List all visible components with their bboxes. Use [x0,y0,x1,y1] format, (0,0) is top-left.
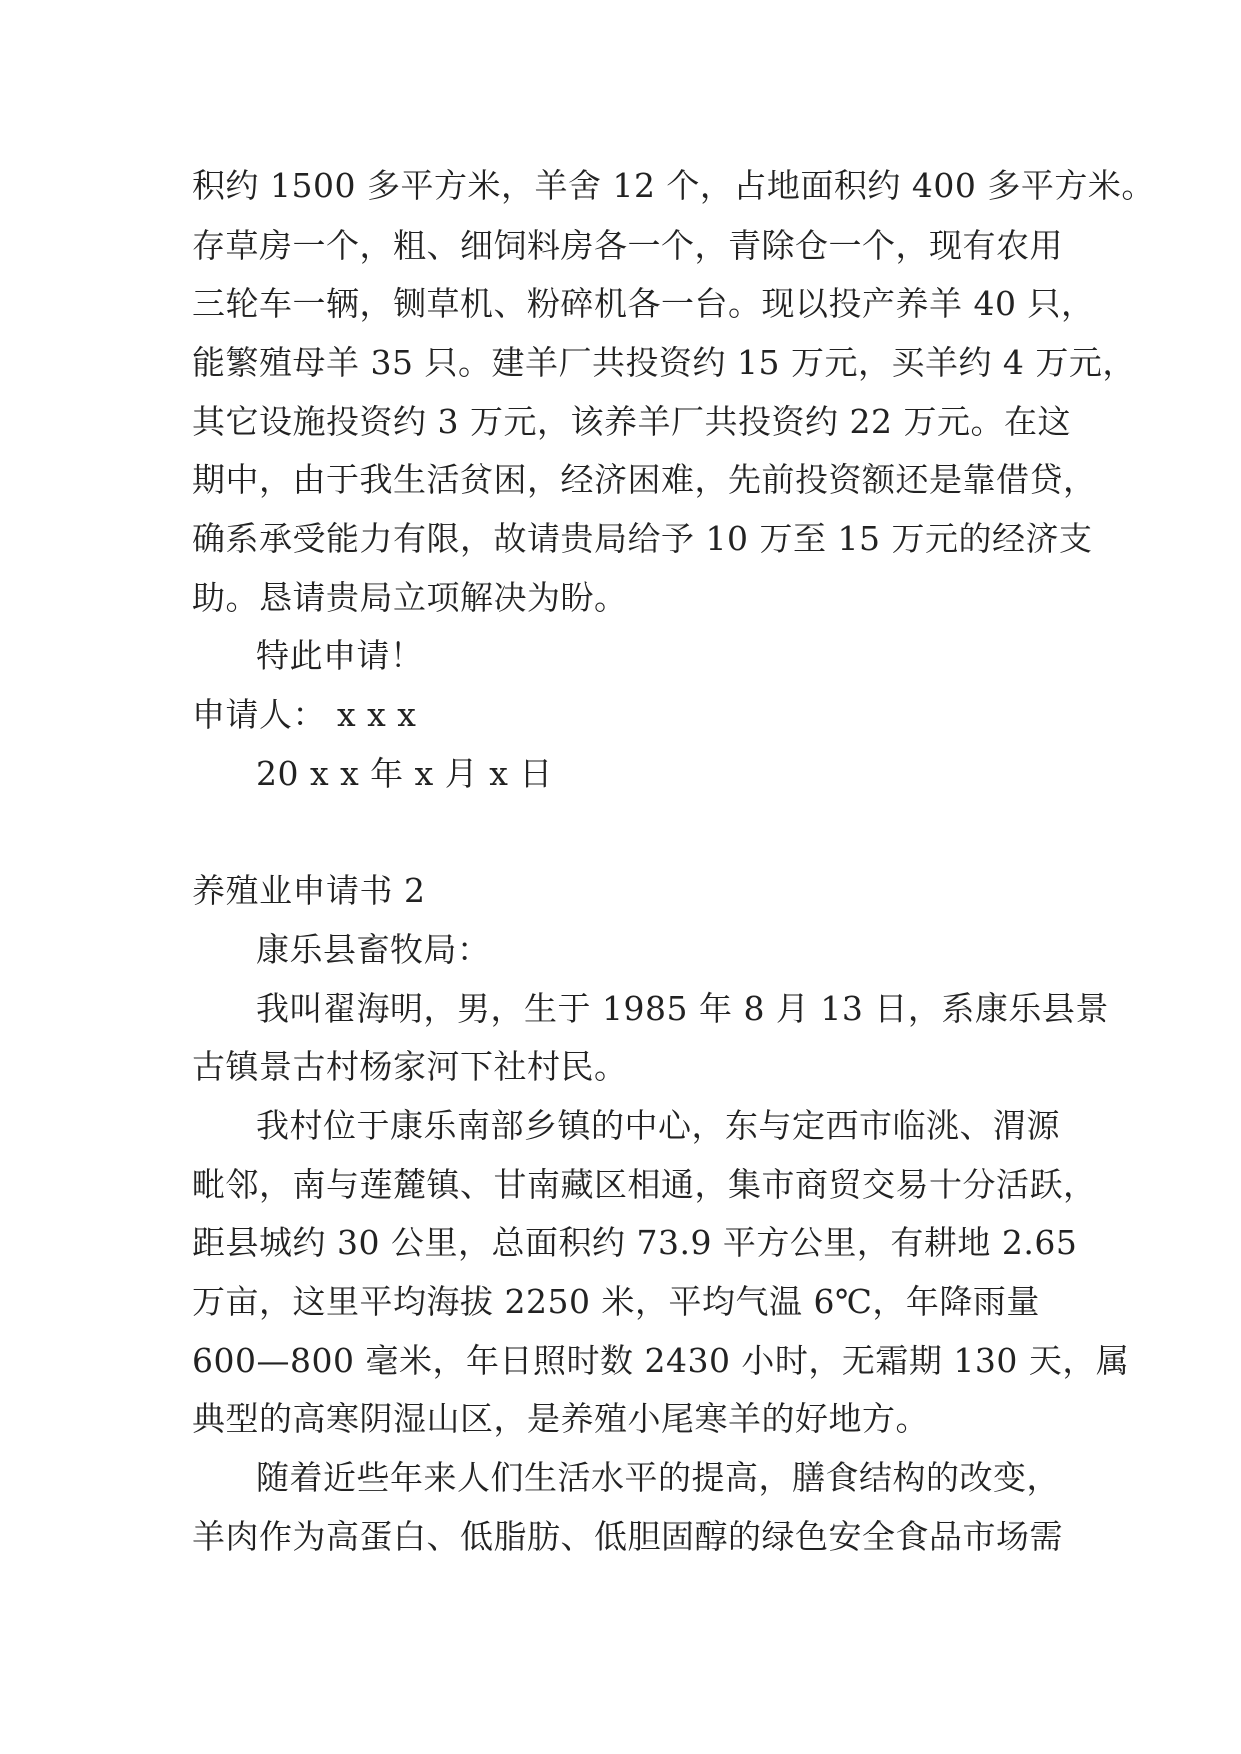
body-text-line: 我村位于康乐南部乡镇的中心，东与定西市临洮、渭源 [256,1106,1060,1145]
body-text-line: 羊肉作为高蛋白、低脂肪、低胆固醇的绿色安全食品市场需 [192,1517,1063,1556]
applicant-line: 申请人： x x x [192,695,417,734]
body-text-line: 古镇景古村杨家河下社村民。 [192,1047,628,1086]
body-text-line: 确系承受能力有限，故请贵局给予 10 万至 15 万元的经济支 [192,519,1093,558]
body-text-line: 典型的高寒阴湿山区，是养殖小尾寒羊的好地方。 [192,1399,929,1438]
body-text-line: 600—800 毫米，年日照时数 2430 小时，无霜期 130 天，属 [192,1341,1130,1380]
body-text-line: 期中，由于我生活贫困，经济困难，先前投资额还是靠借贷， [192,460,1097,499]
body-text-line: 积约 1500 多平方米，羊舍 12 个，占地面积约 400 多平方米。 [192,166,1155,205]
body-text-line: 随着近些年来人们生活水平的提高，膳食结构的改变， [256,1458,1060,1497]
body-text-line: 助。恳请贵局立项解决为盼。 [192,578,628,617]
body-text-line: 距县城约 30 公里，总面积约 73.9 平方公里，有耕地 2.65 [192,1223,1078,1262]
body-text-line: 毗邻，南与莲麓镇、甘南藏区相通，集市商贸交易十分活跃， [192,1165,1097,1204]
closing-text: 特此申请！ [256,636,424,675]
body-text-line: 万亩，这里平均海拔 2250 米，平均气温 6℃，年降雨量 [192,1282,1040,1321]
section-title: 养殖业申请书 2 [192,871,426,910]
date-line: 20 x x 年 x 月 x 日 [256,754,553,793]
salutation: 康乐县畜牧局： [256,930,491,969]
body-text-line: 存草房一个，粗、细饲料房各一个，青除仓一个，现有农用 [192,226,1063,265]
body-text-line: 其它设施投资约 3 万元，该养羊厂共投资约 22 万元。在这 [192,402,1071,441]
body-text-line: 能繁殖母羊 35 只。建羊厂共投资约 15 万元，买羊约 4 万元， [192,343,1136,382]
body-text-line: 我叫翟海明，男，生于 1985 年 8 月 13 日，系康乐县景 [256,989,1109,1028]
body-text-line: 三轮车一辆，铡草机、粉碎机各一台。现以投产养羊 40 只， [192,284,1095,323]
